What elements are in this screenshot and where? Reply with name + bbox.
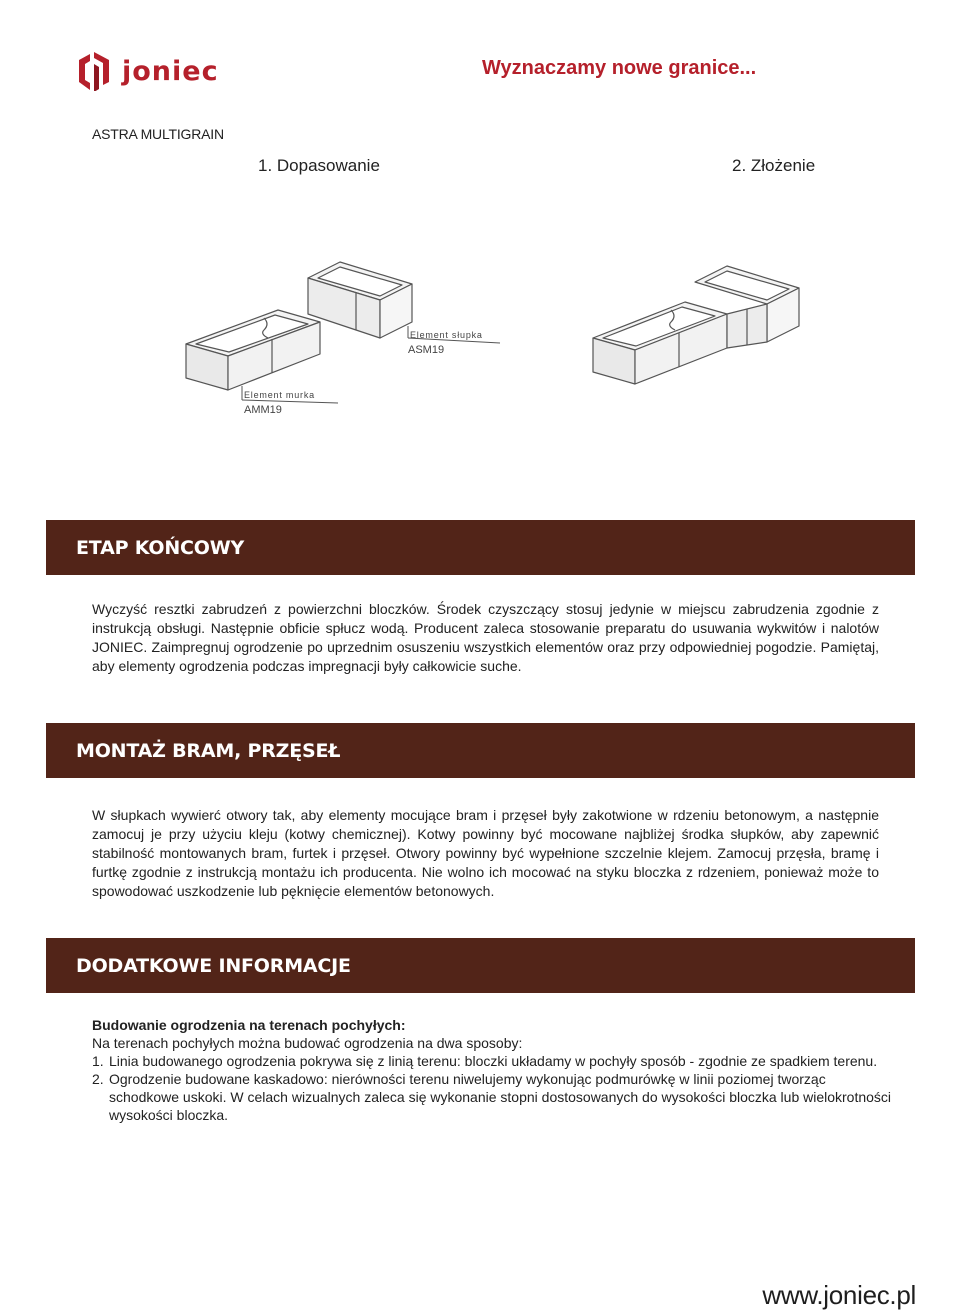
section-bar-montaz: MONTAŻ BRAM, PRZĘSEŁ: [46, 723, 915, 778]
post-element-code: ASM19: [408, 344, 445, 356]
list-item-text: Ogrodzenie budowane kaskadowo: nierówności terenu niwelujemy wykonując podmurówkę w linii poziomej tworząc schodkowe uskoki. W celach wizualnych zaleca się wykonanie stopni dostosowanych do wysokości bloczka lub wielokrotności wysokości bloczka.: [109, 1071, 892, 1123]
tagline: Wyznaczamy nowe granice...: [482, 57, 757, 79]
list-item-text: Linia budowanego ogrodzenia pokrywa się z linią terenu: bloczki układamy w pochyły sposób - zgodnie ze spadkiem terenu.: [109, 1053, 878, 1069]
wall-element-code: AMM19: [244, 404, 282, 416]
section-bar-dodatkowe: DODATKOWE INFORMACJE: [46, 938, 915, 993]
step-1-label: 1. Dopasowanie: [258, 156, 380, 175]
section-bar-etap: ETAP KOŃCOWY: [46, 520, 915, 575]
product-name: ASTRA MULTIGRAIN: [92, 126, 224, 142]
info-heading: Budowanie ogrodzenia na terenach pochyłych:: [92, 1017, 406, 1033]
additional-info-block: [92, 1016, 892, 1124]
step-2-label: 2. Złożenie: [732, 156, 816, 175]
info-list: [92, 1052, 892, 1124]
joniec-logo-icon: [76, 51, 112, 91]
logo-text: joniec: [122, 55, 219, 87]
post-element-drawing: [308, 262, 412, 338]
list-item: [92, 1052, 892, 1070]
section-text-montaz: W słupkach wywierć otwory tak, aby elementy mocujące bram i przęseł były zakotwione w rdzeniu betonowym, a następnie zamocuj je przy użyciu kleju (kotwy chemicznej). Kotwy powinny być mocowane najbliżej środka słupków, aby zapewnić stabilność montowanych bram, furtek i przęseł. Otwory powinny być wypełnione szczelnie klejem. Zamocuj przęsła, bramę i furtkę zgodnie z instrukcją montażu ich producenta. Nie wolno ich mocować na styku bloczka z rdzeniem, ponieważ może to spowodować uszkodzenie lub pęknięcie elementów betonowych.: [92, 807, 879, 899]
list-item: [92, 1070, 892, 1124]
section-text-etap: Wyczyść resztki zabrudzeń z powierzchni bloczków. Środek czyszczący stosuj jedynie w miejscu zabrudzenia zgodnie z instrukcją obsługi. Następnie obficie spłucz wodą. Producent zaleca stosowanie preparatu do usuwania wykwitów i nalotów JONIEC. Zaimpregnuj ogrodzenie po uprzednim osuszeniu wszystkich elementów oraz przy odpowiedniej pogodzie. Pamiętaj, aby elementy ogrodzenia podczas impregnacji były całkowicie suche.: [92, 601, 879, 674]
assembly-diagram: [585, 258, 865, 398]
wall-element-drawing: [186, 310, 320, 390]
website-link[interactable]: www.joniec.pl: [762, 1280, 916, 1310]
list-item-number: 1.: [92, 1053, 104, 1069]
logo: [76, 50, 236, 92]
list-item-number: 2.: [92, 1071, 104, 1087]
fitting-diagram: [180, 240, 520, 420]
info-intro: Na terenach pochyłych można budować ogrodzenia na dwa sposoby:: [92, 1035, 523, 1051]
wall-element-title: Element murka: [244, 390, 315, 400]
post-element-title: Element słupka: [410, 330, 483, 340]
